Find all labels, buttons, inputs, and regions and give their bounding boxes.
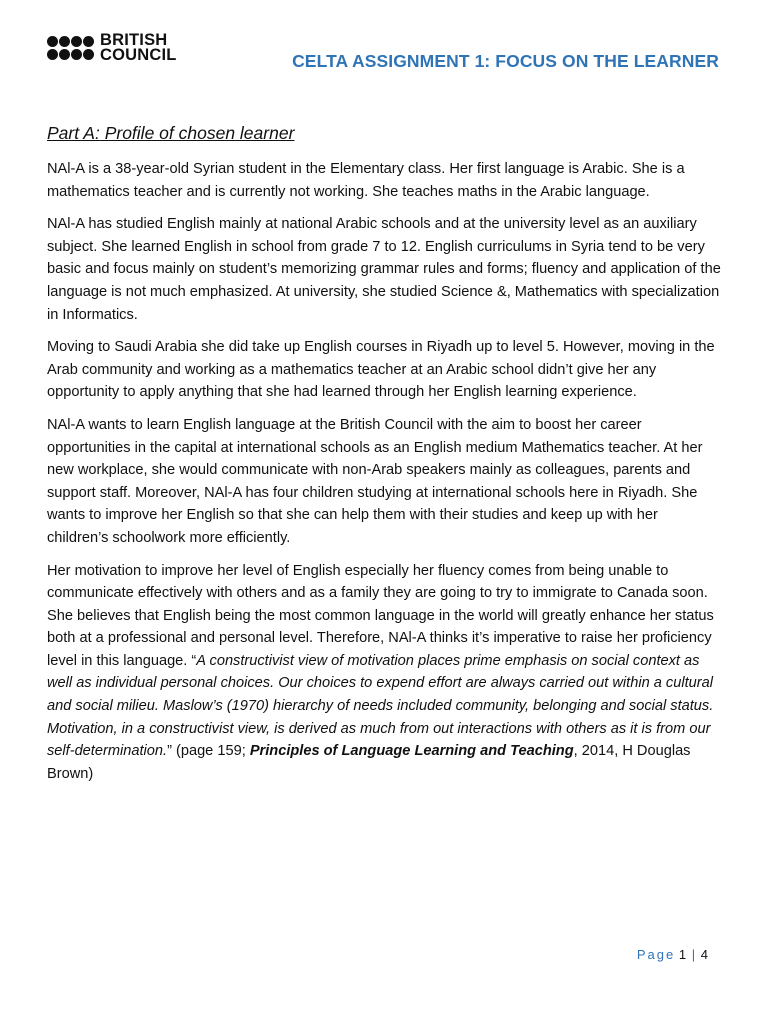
paragraph-3: Moving to Saudi Arabia she did take up English courses in Riyadh up to level 5. However, moving in the Arab community and working as a mathematics teacher at an Arabic school didn’t give her any opportunity to apply anything that she had learned through her English learning experience.	[47, 339, 715, 401]
logo-wordmark	[100, 33, 177, 63]
page-separator: |	[691, 947, 696, 962]
paragraph-1: NAl-A is a 38-year-old Syrian student in the Elementary class. Her first language is Arabic. She is a mathematics teacher and is currently not working. She teaches maths in the Arabic language.	[47, 161, 685, 200]
section-heading: Part A: Profile of chosen learner	[47, 123, 295, 143]
total-pages: 4	[700, 947, 708, 962]
logo-line-2: COUNCIL	[100, 46, 177, 64]
constructivist-quote: A constructivist view of motivation places prime emphasis on social context as well as individual personal choices. Our choices to expend effort are always carried out within a cultural and social milieu. Maslow’s (1970) hierarchy of needs included community, belonging and social status. Motivation, in a constructivist view, is derived as much from out interactions with others as it is from our self-determination.	[47, 652, 714, 760]
paragraph-2: NAl-A has studied English mainly at national Arabic schools and at the university level as an auxiliary subject. She learned English in school from grade 7 to 12. English curriculums in Syria tend to be very basic and focus mainly on student’s memorizing grammar rules and forms; fluency and application of the language is not much emphasized. At university, she studied Science &, Mathematics with specialization in Informatics.	[47, 216, 721, 323]
page-label: Page	[636, 947, 676, 962]
quote-page-ref: ” (page 159;	[167, 743, 250, 760]
book-title: Principles of Language Learning and Teaching	[249, 743, 574, 760]
logo-line-1: BRITISH	[100, 31, 168, 49]
citation-end: , 2014, H Douglas Brown)	[47, 743, 691, 782]
document-title: CELTA ASSIGNMENT 1: FOCUS ON THE LEARNER	[292, 51, 719, 71]
document-body	[47, 158, 723, 795]
paragraph-5	[47, 560, 723, 786]
page-footer	[637, 947, 708, 962]
paragraph-5-intro: Her motivation to improve her level of English especially her fluency comes from being unable to communicate effectively with others and as a family they are going to try to immigrate to Canada soon. She believes that English being the most common language in the world will greatly enhance her status both at a professional and personal level. Therefore, NAl-A thinks it’s imperative to raise her proficiency level in this language. “	[47, 562, 714, 669]
british-council-logo	[47, 33, 177, 63]
current-page: 1	[678, 947, 687, 962]
paragraph-4: NAl-A wants to learn English language at the British Council with the aim to boost her career opportunities in the capital at international schools as an English medium Mathematics teacher. At her new workplace, she would communicate with non-Arab speakers mainly as colleagues, parents and support staff. Moreover, NAl-A has four children studying at international schools here in Riyadh. She wants to improve her English so that she can help them with their studies and keep up with her children’s schoolwork more efficiently.	[47, 416, 703, 546]
logo-dots-icon	[47, 36, 94, 60]
